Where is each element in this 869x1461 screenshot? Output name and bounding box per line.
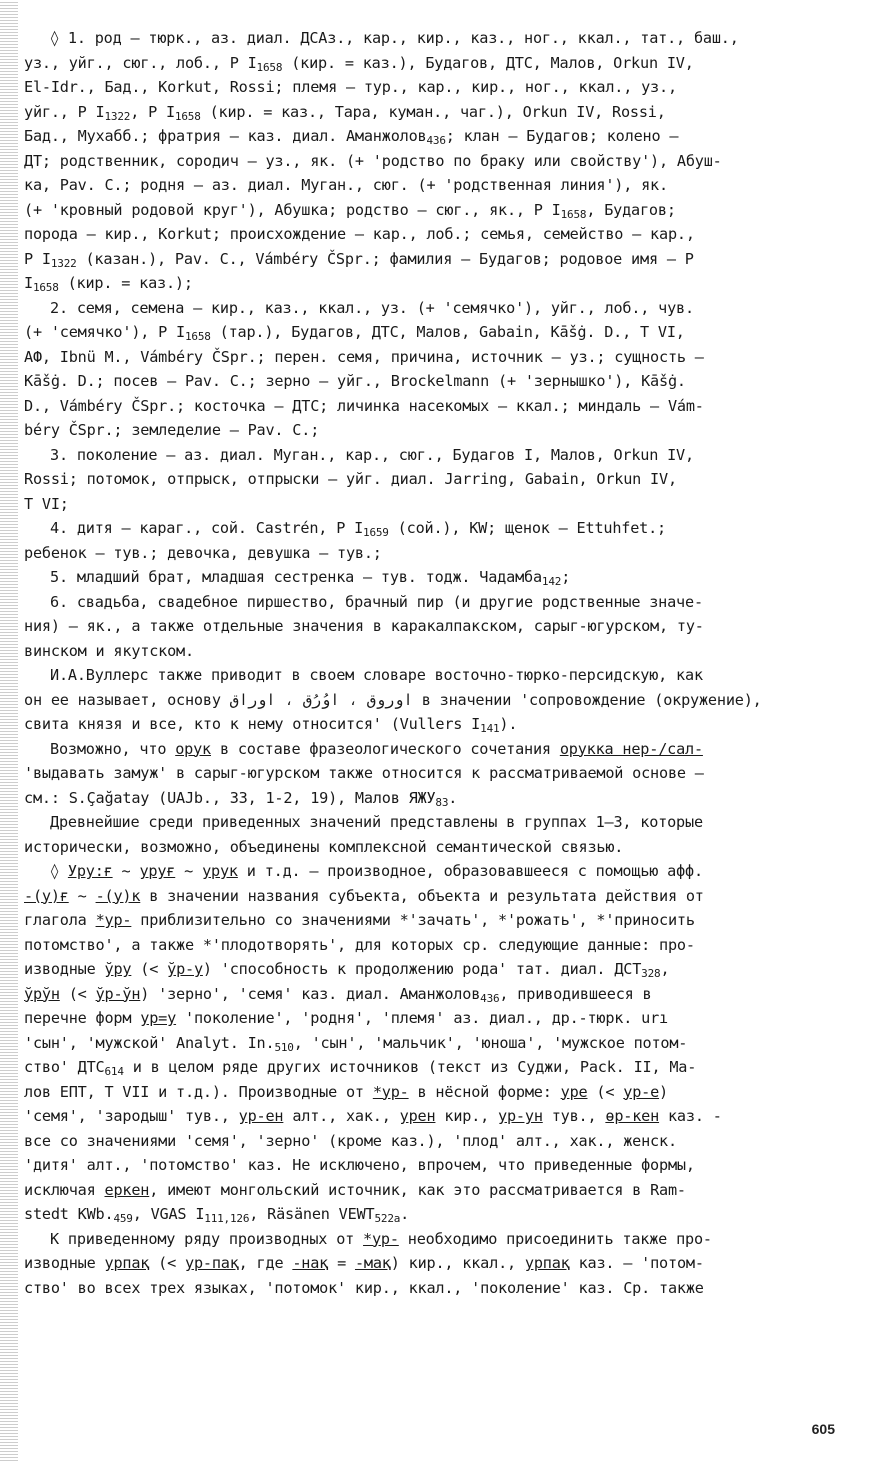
text-line: исторически, возможно, объединены комплексной семантической связью. <box>24 837 624 856</box>
text-line: глагола *ур- приблизительно со значениями *'зачать', *'рожать', *'приносить <box>24 911 695 929</box>
text-line: К приведенному ряду производных от *ур- необходимо присоединить также про- <box>50 1229 712 1248</box>
text-line: ния) – як., а также отдельные значения в каракалпакском, сарыг-югурском, ту- <box>24 617 704 635</box>
text-line: 'семя', 'зародыш' тув., ур-ен алт., хак., урен кир., ур-ун тув., өр-кен каз. - <box>24 1107 722 1125</box>
text-line: изводные урпақ (< ур-пақ, где -нақ = -мақ) кир., ккал., урпақ каз. – 'потом- <box>24 1254 704 1272</box>
text-line: ДТ; родственник, сородич – уз., як. (+ 'родство по браку или свойству'), Абуш- <box>24 151 722 170</box>
text-line: уйг., Р $I_{1322}$, Р $I_{1658}$ (кир. = каз., Тара, куман., чаг.), Orkun IV, Rossi, <box>24 102 666 123</box>
text-line: Возможно, что орук в составе фразеологического сочетания орукка нер-/сал- <box>50 739 703 758</box>
text-line: изводные ўру (< ўр-у) 'способность к продолжению рода' тат. диал. $ДСТ_{328}$, <box>24 960 670 980</box>
text-line: Древнейшие среди приведенных значений представлены в группах 1–3, которые <box>50 813 703 831</box>
text-line: Rossi; потомок, отпрыск, отпрыски – уйг. диал. Jarring, Gabain, Orkun IV, <box>24 470 677 488</box>
text-line: см.: S.Çağatay (UAJb., 33, 1-2, 19), Малов $ЯЖУ_{83}$. <box>24 788 458 809</box>
text-line: 'сын', 'мужской' Analyt. $In._{510}$, 'сын', 'мальчик', 'юноша', 'мужское потом- <box>24 1033 688 1054</box>
etymology-paragraph <box>24 859 854 1227</box>
text-line: 6. свадьба, свадебное пиршество, брачный пир (и другие родственные значе- <box>50 592 703 611</box>
text-line: исключая еркен, имеют монгольский источник, как это рассматривается в Ram- <box>24 1180 686 1199</box>
text-line: ◊ Уру:ғ ~ уруғ ~ урук и т.д. – производное, образовавшееся с помощью афф. <box>50 862 703 880</box>
phraseology-note <box>24 737 854 811</box>
text-line: ство' во всех трех языках, 'потомок' кир., ккал., 'поколение' каз. Ср. также <box>24 1278 704 1297</box>
text-line: El-Idr., Бад., Korkut, Rossi; племя – тур., кар., кир., ног., ккал., уз., <box>24 78 677 96</box>
text-line: 5. младший брат, младшая сестренка – тув. тодж. Чадамба$_{142}$; <box>50 568 571 588</box>
text-line: уз., уйг., сюг., лоб., Р $I_{1658}$ (кир. = каз.), Будагов, ДТС, Малов, Orkun IV, <box>24 53 694 74</box>
text-line: все со значениями 'семя', 'зерно' (кроме каз.), 'плод' алт., хак., женск. <box>24 1131 677 1150</box>
text-line: свита князя и все, кто к нему относится' (Vullers $I_{141}$). <box>24 715 518 735</box>
dictionary-page <box>24 26 854 1300</box>
text-line: он ее называет, основу اوروق ، اوُرُق ، اوراق в значении 'сопровождение (окружение), <box>24 690 762 709</box>
text-line: $I_{1658}$ (кир. = каз.); <box>24 274 193 294</box>
entry-meaning-5 <box>24 565 854 590</box>
text-line: ўрўн (< ўр-ўн) 'зерно', 'семя' каз. диал. Аманжолов$_{436}$, приводившееся в <box>24 984 652 1005</box>
text-line: Kāšġ. D.; посев – Pav. C.; зерно – уйг., Brockelmann (+ 'зернышко'), Kāšġ. <box>24 372 686 390</box>
text-line: 3. поколение – аз. диал. Муган., кар., сюг., Будагов I, Малов, Orkun IV, <box>50 445 694 464</box>
text-line: (+ 'семячко'), Р $I_{1658}$ (тар.), Будагов, ДТС, Малов, Gabain, Kāšġ. D., T VI, <box>24 323 685 343</box>
text-line: винском и якутском. <box>24 641 194 660</box>
text-line: ство' $ДТС_{614}$ и в целом ряде других источников (текст из Суджи, Pack. II, Ма- <box>24 1058 697 1078</box>
entry-meaning-3 <box>24 443 854 517</box>
text-line: béry ČSpr.; земледелие – Pav. C.; <box>24 421 320 439</box>
text-line: -(у)ғ ~ -(у)к в значении названия субъекта, объекта и результата действия от <box>24 886 704 905</box>
text-line: АФ, Ibnü M., Vámbéry ČSpr.; перен. семя, причина, источник – уз.; сущность – <box>24 347 704 366</box>
scan-binding-edge <box>0 0 18 1461</box>
vullers-note <box>24 663 854 737</box>
text-line: Р $I_{1322}$ (казан.), Pav. C., Vámbéry ČSpr.; фамилия – Будагов; родовое имя – Р <box>24 249 694 270</box>
entry-meaning-4 <box>24 516 854 565</box>
text-line: потомство', а также *'плодотворять', для которых ср. следующие данные: про- <box>24 935 695 954</box>
text-line: 4. дитя – караг., сой. Castrén, Р $I_{1659}$ (сой.), KW; щенок – Ettuhfet.; <box>50 519 666 539</box>
text-line: ка, Pav. C.; родня – аз. диал. Муган., сюг. (+ 'родственная линия'), як. <box>24 176 668 194</box>
text-line: 'выдавать замуж' в сарыг-югурском также относится к рассматриваемой основе – <box>24 764 704 782</box>
text-line: лов ЕПТ, T VII и т.д.). Производные от *ур- в нёсной форме: уре (< ур-е) <box>24 1082 668 1101</box>
derivatives-paragraph <box>24 1227 854 1301</box>
text-line: T VI; <box>24 494 69 513</box>
text-line: stedt $KWb._{459}$, VGAS $I_{111,126}$, Räsänen $VEWT_{522а}$. <box>24 1205 410 1225</box>
text-line: (+ 'кровный родовой круг'), Абушка; родство – сюг., як., Р $I_{1658}$, Будагов; <box>24 200 676 221</box>
page-number: 605 <box>811 1421 835 1437</box>
text-line: D., Vámbéry ČSpr.; косточка – ДТС; личинка насекомых – ккал.; миндаль – Vám- <box>24 396 704 415</box>
entry-meaning-1 <box>24 26 854 296</box>
semantic-note <box>24 810 854 859</box>
text-line: порода – кир., Korkut; происхождение – кар., лоб.; семья, семейство – кар., <box>24 225 695 243</box>
text-line: Бад., Мухабб.; фратрия – каз. диал. Аманжолов$_{436}$; клан – Будагов; колено – <box>24 127 679 147</box>
entry-meaning-2 <box>24 296 854 443</box>
text-line: 2. семя, семена – кир., каз., ккал., уз. (+ 'семячко'), уйг., лоб., чув. <box>50 298 694 317</box>
text-line: ребенок – тув.; девочка, девушка – тув.; <box>24 543 382 562</box>
text-line: ◊ 1. род – тюрк., аз. диал. ДСАз., кар., кир., каз., ног., ккал., тат., баш., <box>50 29 739 47</box>
text-line: 'дитя' алт., 'потомство' каз. Не исключено, впрочем, что приведенные формы, <box>24 1156 695 1174</box>
entry-meaning-6 <box>24 590 854 664</box>
text-line: перечне форм ур=у 'поколение', 'родня', 'племя' аз. диал., др.-тюрк. urı <box>24 1009 668 1027</box>
text-line: И.А.Вуллерс также приводит в своем словаре восточно-тюрко-персидскую, как <box>50 666 703 684</box>
